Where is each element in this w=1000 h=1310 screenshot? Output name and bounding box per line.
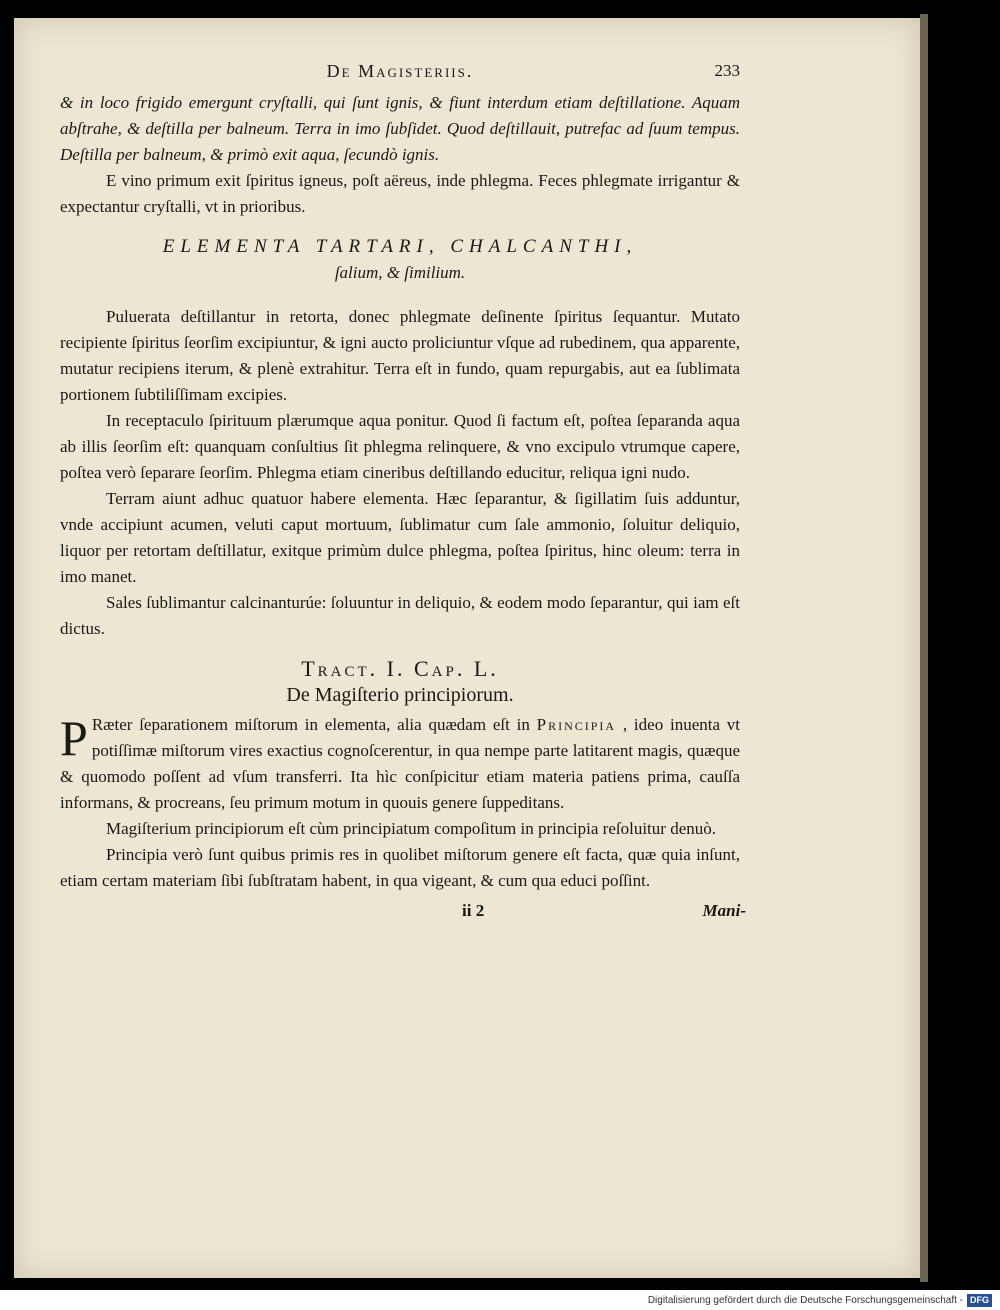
running-head — [60, 58, 740, 90]
section-heading: ELEMENTA TARTARI, CHALCANTHI, — [162, 236, 638, 257]
dfg-logo: DFG — [967, 1294, 992, 1307]
paragraph: Puluerata deſtillantur in retorta, donec phlegmate deſinente ſpiritus ſequantur. Mutato recipiente ſpiritus ſeorſim excipiuntur, & igni aucto proliciuntur vſque ad rubedinem, qua apparente, mutatur recipiens iterum, & plenè extrahitur. Terra eſt in fundo, quam repurgabis, aut ea ſublimata portionem ſubtiliſſimam excipies. — [60, 307, 740, 404]
credit-text: Digitalisierung gefördert durch die Deutsche Forschungsgemeinschaft - — [647, 1295, 963, 1306]
paragraph: In receptaculo ſpirituum plærumque aqua ponitur. Quod ſi factum eſt, poſtea ſeparanda aqua ab illis ſeorſim eſt: quanquam conſultius ſit phlegma relinquere, & vno excipulo vtrumque capere, poſtea verò ſeparare ſeorſim. Phlegma etiam cineribus deſtillando educitur, reliqua igni nudo. — [60, 411, 740, 482]
catchword: Mani- — [702, 901, 746, 920]
page-number: 233 — [714, 61, 740, 80]
drop-cap: P — [60, 710, 88, 766]
paragraph-continuation: & in loco frigido emergunt cryſtalli, qui ſunt ignis, & fiunt interdum etiam deſtillatione. Aquam abſtrahe, & deſtilla per balneum. Terra in imo ſubſidet. Quod deſtillauit, putrefac ad ſuum tempus. Deſtilla per balneum, & primò exit aqua, ſecundò ignis. — [60, 93, 740, 164]
paragraph: Terram aiunt adhuc quatuor habere elementa. Hæc ſeparantur, & ſigillatim ſuis adduntur, vnde accipiunt acumen, veluti caput mortuum, ſublimatur cum ſale ammonio, ſoluitur deliquio, liquor per retortam deſtillatur, exitque primùm dulce phlegma, poſtea ſpiritus, hinc oleum: terra in imo manet. — [60, 489, 740, 586]
paragraph-text: , ideo inuenta vt potiſſimæ miſtorum vires exactius cognoſcerentur, in qua nempe parte latitarent magis, quæque & quomodo poſſent ad vſum transferri. Ita hìc conſpicitur etiam materia patiens prima, cauſſa informans, & procreans, ſeu primum motum in quouis genere ſuppeditans. — [60, 715, 741, 812]
paragraph: E vino primum exit ſpiritus igneus, poſt aëreus, inde phlegma. Feces phlegmate irrigantur & expectantur cryſtalli, vt in prioribus. — [60, 171, 740, 216]
paragraph-with-initial — [60, 712, 740, 816]
chapter-heading: Tract. I. Cap. L. — [301, 656, 499, 681]
page-footer — [60, 898, 746, 928]
paragraph: Sales ſublimantur calcinanturúe: ſoluuntur in deliquio, & eodem modo ſeparantur, qui iam eſt dictus. — [60, 593, 740, 638]
paragraph: Magiſterium principiorum eſt cùm principiatum compoſitum in principia reſoluitur denuò. — [106, 819, 716, 838]
section-subheading: ſalium, & ſimilium. — [334, 263, 466, 282]
page-text-block — [60, 58, 746, 928]
small-caps-word: Principia — [536, 715, 617, 734]
digitization-credit — [648, 1294, 992, 1307]
signature-mark: ii 2 — [462, 901, 485, 920]
paragraph: Principia verò ſunt quibus primis res in quolibet miſtorum genere eſt facta, quæ quia inſunt, etiam certam materiam ſibi ſubſtratam habent, in qua vigeant, & cum qua educi poſſint. — [60, 845, 740, 890]
paragraph-text: Ræter ſeparationem miſtorum in elementa, alia quædam eſt in — [91, 715, 537, 734]
page-edge — [920, 14, 928, 1282]
running-title: De Magisteriis. — [326, 61, 474, 81]
chapter-title: De Magiſterio principiorum. — [286, 684, 514, 706]
